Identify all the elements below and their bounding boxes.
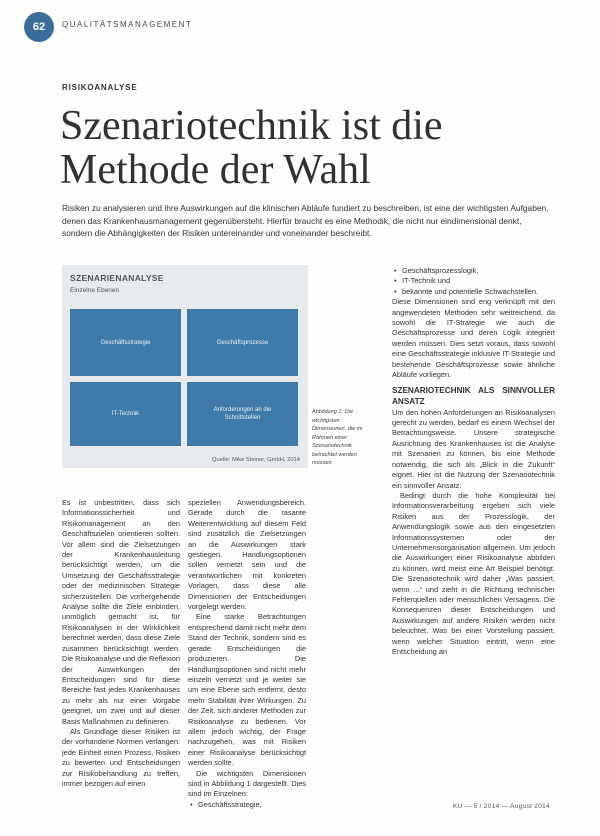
paragraph: Um den hohen Anforderungen an Risikoanalysen gerecht zu werden, bedarf es einem Wechsel der Betrachtungsweise. Unsere strategische Ausrichtung des Krankenhauses ist die Analyse mit Szenarien zu können, bis eine Methode notwendig, die sich als „Blick in die Zukunft“ eignet. Hier ist die Nutzung der Szenariotechnik ein sinnvoller Ansatz. bbox=[392, 407, 555, 490]
page-number: 62 bbox=[24, 12, 54, 42]
figure-box-it: IT-Technik bbox=[70, 382, 181, 446]
paragraph: Es ist unbestritten, dass sich Informationssicherheit und Risikomanagement an den Geschäftszielen orientieren sollten. Vor allem sind die Zielsetzungen der Krankenhausleitung berücksichtigt werden, um die Umsetzung der Geschäftsstrategie oder der medizinischen Strategie sicherzustellen. Die vorhergehende Analyse sollte die Ziele einbinden, unmöglich gemacht ist, für Risikoanalysen in der Wirklichkeit berechnet werden, dass diese Ziele zusammen berücksichtigt werden. Die Risikoanalyse und die Reflexion der Auswirkungen der Entscheidungen sind für diese Bereiche fast jedes Krankenhauses zu mehr als nur einer Vorgabe geeignet, um zwei und auf dieser Basis Maßnahmen zu definieren. bbox=[62, 498, 180, 726]
text-column-1 bbox=[62, 498, 180, 789]
article-lead: Risiken zu analysieren und ihre Auswirkungen auf die klinischen Abläufe fundiert zu beschreiben, ist eine der wichtigsten Aufgaben, denen das Krankenhausmanagement gegenübersteht. Hierfür braucht es eine Methodik, die nicht nur eindimensional denkt, sondern die Abhängigkeiten der Risiken untereinander und voneinander beschreibt. bbox=[62, 203, 549, 239]
paragraph: speziellen Anwendungsbereich. Gerade durch die rasante Weiterentwicklung auf diesem Feld sind zusätzlich die Zielsetzungen an die Auswirkungen stark gestiegen. Handlungsoptionen sollen vernetzt sein und die verantwortlichen mit konkreten Vorlagen, dass diese alle Dimensionen der Entscheidungen vorgelegt werden. bbox=[188, 498, 306, 612]
bullet-list bbox=[188, 800, 306, 810]
figure-box-processes: Geschäftsprozesse bbox=[187, 309, 298, 376]
figure-heading: SZENARIENANALYSE bbox=[70, 273, 164, 283]
bullet-item: • IT-Technik und bbox=[402, 276, 555, 286]
article-kicker: RISIKOANALYSE bbox=[62, 83, 138, 92]
figure-source: Quelle: Mike Steiner, GmbH, 2014 bbox=[212, 457, 300, 463]
bullet-item: • Geschäftsprozesslogik, bbox=[402, 266, 555, 276]
paragraph: Bedingt durch die hohe Komplexität bei Informationsverarbeitung ergeben sich viele Risiken aus der Prozesslogik, der Anwendungslogik sowie aus den eingesetzten Informationssystemen oder der Unternehmensorganisation allgemein. Um jedoch die Auswirkungen einer Risikoanalyse abbilden zu können, wird meist eine Art Beispiel benötigt. Die Szenariotechnik wird daher „Was passiert, wenn ...“ und zieht in die Richtung technischer Fehlerquellen oder menschlichen Versagens. Die Konsequenzen dieser Entscheidungen und Auswirkungen auf andere Risiken werden nicht beleuchtet. Was bei einer Vorstellung passiert, wenn welcher Situation eintritt, wenn eine Entscheidung an bbox=[392, 490, 555, 656]
paragraph: Diese Dimensionen sind eng verknüpft mit den angewendeten Methoden sehr weitreichend, da sowohl die IT-Strategie wie auch die Geschäftsprozesse und deren Logik integriert werden müssen. Dies setzt voraus, dass sowohl eine Geschäftsstrategie inklusive IT-Strategie und bestehende Geschäftsprozesse sowie ähnliche Abläufe vorliegen. bbox=[392, 297, 555, 380]
bullet-item: • bekannte und potentielle Schwachstellen. bbox=[402, 287, 555, 297]
bullet-list bbox=[392, 266, 555, 297]
title-line-2: Methode der Wahl bbox=[60, 147, 371, 193]
title-line-1: Szenariotechnik ist die bbox=[60, 103, 443, 149]
paragraph: Als Grundlage dieser Risiken ist der vorhandene Normen verlangen: jede Einheit einen Prozess, Risiken zu bewerten und Entscheidungen zur Risikobehandlung zu treffen, immer bezogen auf einen bbox=[62, 726, 180, 788]
figure-scenario-analysis bbox=[62, 265, 308, 468]
figure-box-interfaces: Anforderungen an die Schnittstellen bbox=[187, 382, 298, 446]
section-subheading: SZENARIOTECHNIK ALS SINNVOLLER ANSATZ bbox=[392, 386, 555, 407]
figure-box-strategy: Geschäftsstrategie bbox=[70, 309, 181, 376]
bullet-item: • Geschäftsstrategie, bbox=[198, 800, 306, 810]
text-column-2 bbox=[188, 498, 306, 810]
paragraph: Die wichtigsten Dimensionen sind in Abbildung 1 dargestellt. Dies sind im Einzelnen: bbox=[188, 768, 306, 799]
article-title bbox=[60, 104, 500, 192]
paragraph: Eine starke Betrachtungen entsprechend damit nicht mehr dem Stand der Technik, sondern sind es gerade Entscheidungen die produzieren. Die Handlungsoptionen sind nicht mehr einzeln vernetzt und je weiter sie um eine Ebene sich entfernt, desto mehr Stabilität ihrer Wirkungen. Zu der Zeit, sich anderer Methoden zur Risikoanalyse zu bedienen. Vor allem jedoch wichtig, der Frage nachzugehen, was mit Risiken einer Risikoanalyse berücksichtigt werden sollte. bbox=[188, 612, 306, 768]
text-column-3 bbox=[392, 266, 555, 657]
figure-caption: Abbildung 1: Die wichtigsten Dimensionen, die im Rahmen einer Szenariotechnik betrachtet werden müssen. bbox=[312, 409, 363, 466]
page-footer: KU — 5 / 2014 — August 2014 bbox=[453, 803, 550, 810]
section-header: QUALITÄTSMANAGEMENT bbox=[62, 20, 193, 29]
figure-subheading: Einzelne Ebenen bbox=[70, 287, 120, 294]
